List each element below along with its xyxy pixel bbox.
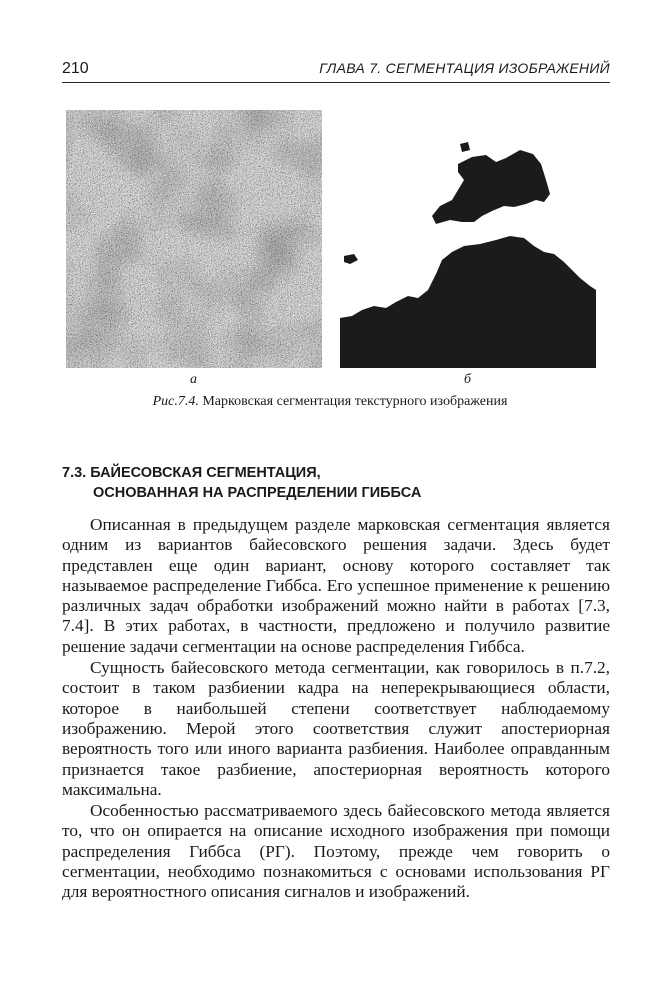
paragraph: Особенностью рассматриваемого здесь байесовского метода является то, что он опирается на описание исходного изображения при помощи распределения Гиббса (РГ). Поэтому, прежде чем говорить о сегментации, необходимо познакомиться с основами использования РГ для вероятностного описания сигналов и изображений. (62, 801, 610, 902)
panel-b-label: б (464, 372, 472, 387)
running-header (62, 58, 610, 83)
figure-image-segmentation (340, 110, 596, 368)
chapter-title: ГЛАВА 7. СЕГМЕНТАЦИЯ ИЗОБРАЖЕНИЙ (319, 60, 610, 76)
segmented-regions (340, 142, 596, 368)
segmentation-picture (340, 110, 596, 368)
paragraph: Сущность байесовского метода сегментации, как говорилось в п.7.2, состоит в таком разбиении кадра на неперекрывающиеся области, которое в наибольшей степени соответствует наблюдаемому изображению. Мерой этого соответствия служит апостериорная вероятность того или иного варианта разбиения. Наиболее оправданным признается такое разбиение, апостериорная вероятность которого максимальна. (62, 658, 610, 799)
panel-a-label: а (190, 372, 197, 387)
section-heading-line1: 7.3. БАЙЕСОВСКАЯ СЕГМЕНТАЦИЯ, (62, 465, 321, 481)
page-number: 210 (62, 60, 89, 77)
section-heading (62, 463, 622, 503)
figure-image-noisy-texture (66, 110, 322, 368)
section-heading-line2: ОСНОВАННАЯ НА РАСПРЕДЕЛЕНИИ ГИББСА (93, 485, 422, 501)
figure-caption (0, 394, 660, 410)
paragraph: Описанная в предыдущем разделе марковская сегментация является одним из вариантов байесовского решения задачи. Здесь будет представлен еще один вариант, основу которого составляет так называемое распределение Гиббса. Его успешное применение к решению различных задач обработки изображений можно найти в работах [7.3, 7.4]. В этих работах, в частности, предложено и получило развитие решение задачи сегментации на основе распределения Гиббса. (62, 515, 610, 656)
body-text (62, 515, 610, 903)
noisy-texture-picture (66, 110, 322, 368)
figure-caption-number: Рис.7.4. (152, 394, 199, 409)
figure-caption-text: Марковская сегментация текстурного изображения (198, 394, 508, 409)
